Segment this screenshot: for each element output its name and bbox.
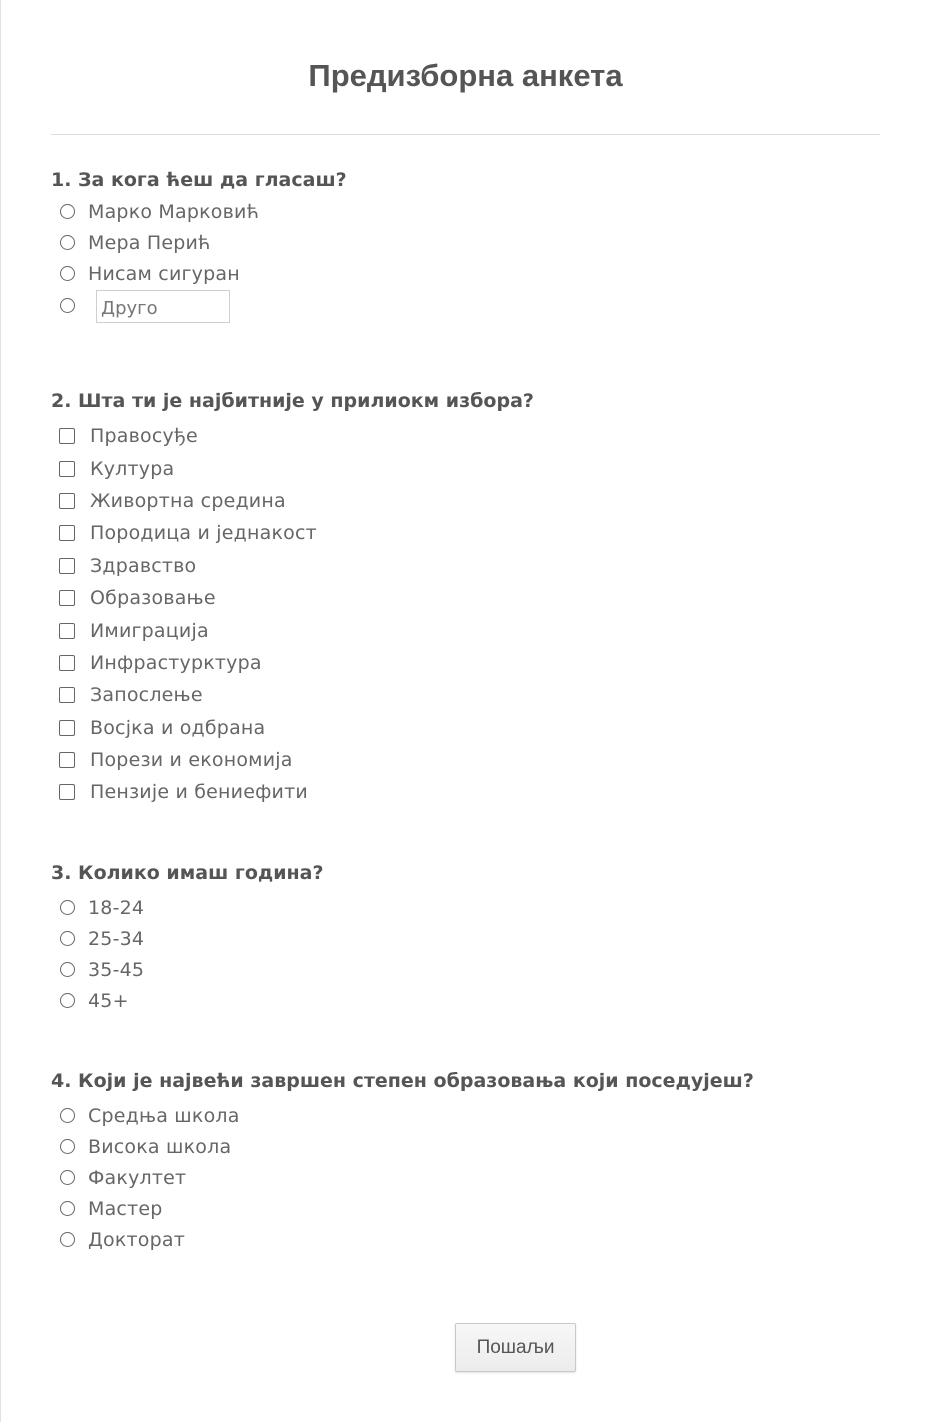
option-label: Правосуђе xyxy=(90,425,198,448)
checkbox[interactable] xyxy=(59,687,75,703)
question-title: 4. Који је највећи завршен степен образовања који поседујеш? xyxy=(51,1070,754,1092)
checkbox[interactable] xyxy=(59,558,75,574)
checkbox-option[interactable] xyxy=(51,776,880,808)
radio-button[interactable] xyxy=(60,1201,75,1216)
checkbox[interactable] xyxy=(59,623,75,639)
radio-button[interactable] xyxy=(60,204,75,219)
radio-button[interactable] xyxy=(60,235,75,250)
checkbox-option[interactable] xyxy=(51,647,880,679)
form-title: Предизборна анкета xyxy=(308,58,623,93)
option-label: 18-24 xyxy=(88,896,145,919)
radio-option[interactable] xyxy=(51,892,880,923)
radio-button[interactable] xyxy=(60,298,75,313)
checkbox-option[interactable] xyxy=(51,614,880,646)
radio-option[interactable] xyxy=(51,1193,880,1224)
radio-option[interactable] xyxy=(51,1100,880,1131)
checkbox-option[interactable] xyxy=(51,582,880,614)
option-label: Запослење xyxy=(90,684,203,707)
radio-button[interactable] xyxy=(60,266,75,281)
checkbox-option[interactable] xyxy=(51,679,880,711)
page-edge xyxy=(0,0,1,1422)
option-label: 45+ xyxy=(88,989,129,1012)
option-label: Факултет xyxy=(88,1166,187,1189)
radio-option[interactable] xyxy=(51,258,880,289)
option-label: Имиграција xyxy=(90,619,209,642)
checkbox[interactable] xyxy=(59,493,75,509)
radio-button[interactable] xyxy=(60,931,75,946)
radio-button[interactable] xyxy=(60,1170,75,1185)
option-label: Восјка и одбрана xyxy=(90,716,266,739)
radio-option[interactable] xyxy=(51,923,880,954)
option-label: Инфрастурктура xyxy=(90,651,262,674)
option-label: Образовање xyxy=(90,587,216,610)
radio-button[interactable] xyxy=(60,1232,75,1247)
radio-option[interactable] xyxy=(51,196,880,227)
option-label: Висока школа xyxy=(88,1135,232,1158)
question-title: 3. Колико имаш година? xyxy=(51,862,324,884)
checkbox[interactable] xyxy=(59,461,75,477)
checkbox-option[interactable] xyxy=(51,550,880,582)
checkbox[interactable] xyxy=(59,784,75,800)
question-2 xyxy=(51,388,880,809)
checkbox-option[interactable] xyxy=(51,517,880,549)
other-input[interactable] xyxy=(96,290,230,323)
submit-area xyxy=(51,1323,880,1372)
radio-button[interactable] xyxy=(60,993,75,1008)
radio-option[interactable] xyxy=(51,1131,880,1162)
radio-button[interactable] xyxy=(60,962,75,977)
option-label: Пензије и бениефити xyxy=(90,781,308,804)
question-title: 1. За кога ћеш да гласаш? xyxy=(51,169,347,191)
checkbox-option[interactable] xyxy=(51,452,880,484)
radio-option[interactable] xyxy=(51,985,880,1016)
option-label: Мера Перић xyxy=(88,231,211,254)
radio-option[interactable] xyxy=(51,954,880,985)
checkbox[interactable] xyxy=(59,525,75,541)
checkbox-option[interactable] xyxy=(51,420,880,452)
option-label: Средња школа xyxy=(88,1104,240,1127)
checkbox[interactable] xyxy=(59,752,75,768)
option-label: Мастер xyxy=(88,1197,163,1220)
option-label: Марко Марковић xyxy=(88,200,260,223)
question-1 xyxy=(51,167,880,338)
question-3 xyxy=(51,860,880,1016)
checkbox[interactable] xyxy=(59,428,75,444)
checkbox-option[interactable] xyxy=(51,485,880,517)
radio-button[interactable] xyxy=(60,1139,75,1154)
radio-option[interactable] xyxy=(51,227,880,258)
radio-option-other[interactable] xyxy=(51,289,880,338)
radio-option[interactable] xyxy=(51,1162,880,1193)
checkbox[interactable] xyxy=(59,655,75,671)
divider xyxy=(51,134,880,135)
radio-option[interactable] xyxy=(51,1224,880,1255)
checkbox[interactable] xyxy=(59,590,75,606)
option-label: Докторат xyxy=(88,1228,186,1251)
option-label: 35-45 xyxy=(88,958,145,981)
question-4 xyxy=(51,1068,880,1255)
option-label: Култура xyxy=(90,457,175,480)
option-label: 25-34 xyxy=(88,927,145,950)
radio-button[interactable] xyxy=(60,900,75,915)
option-label: Породица и једнакост xyxy=(90,522,317,545)
option-label: Здравство xyxy=(90,554,197,577)
checkbox-option[interactable] xyxy=(51,744,880,776)
checkbox-option[interactable] xyxy=(51,712,880,744)
submit-button[interactable]: Пошаљи xyxy=(455,1323,576,1372)
option-label: Нисам сигуран xyxy=(88,262,240,285)
question-title: 2. Шта ти је најбитније у прилиокм избора? xyxy=(51,390,534,412)
option-label: Порези и економија xyxy=(90,749,293,772)
option-label: Живортна средина xyxy=(90,489,286,512)
checkbox[interactable] xyxy=(59,720,75,736)
radio-button[interactable] xyxy=(60,1108,75,1123)
